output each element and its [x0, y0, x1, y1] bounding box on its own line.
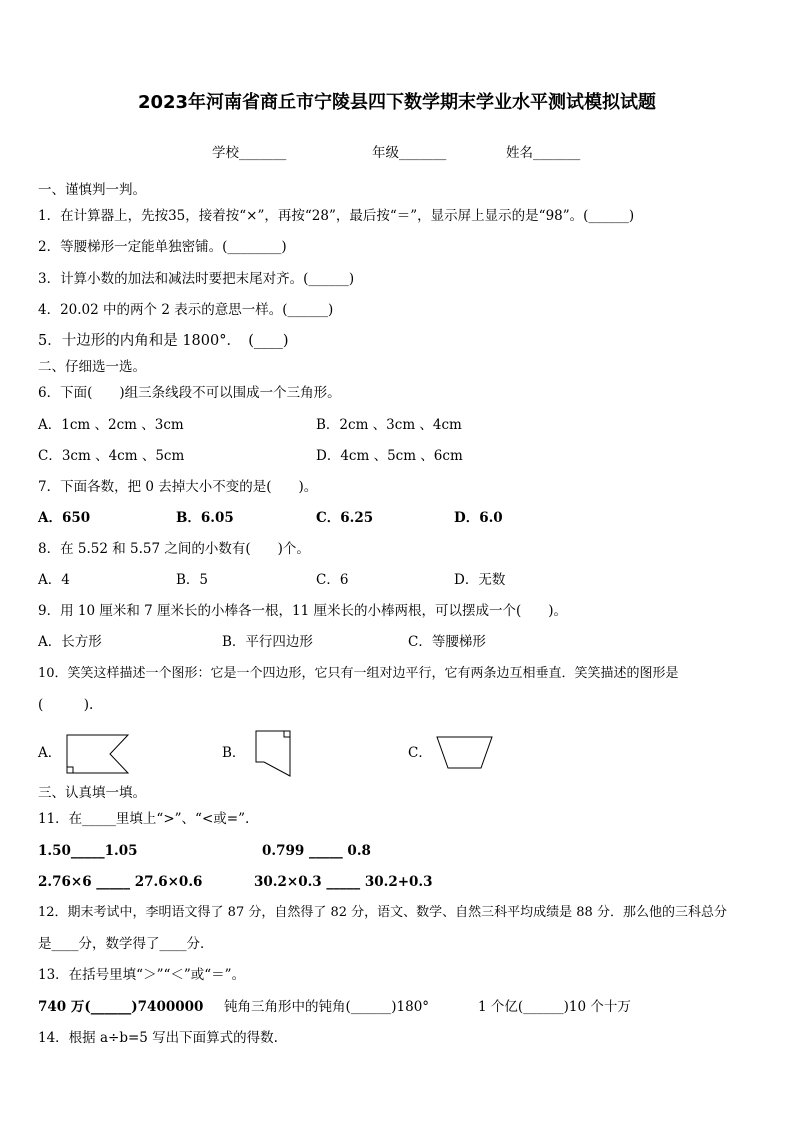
question-10-blank: ( ). — [38, 697, 94, 713]
name-field: 姓名_______ — [506, 145, 581, 161]
right-trapezoid-notched-shape — [64, 732, 132, 776]
school-field: 学校_______ — [212, 145, 287, 161]
q6-option-c: C．3cm 、4cm 、5cm — [38, 448, 185, 464]
section-heading-2: 二、仔细选一选。 — [38, 359, 146, 375]
page-title: 2023年河南省商丘市宁陵县四下数学期末学业水平测试模拟试题 — [137, 92, 657, 113]
q8-option-b: B．5 — [176, 572, 209, 588]
q10-option-b-label: B． — [222, 745, 246, 761]
q13-item-2: 钝角三角形中的钝角(______)180° — [224, 999, 430, 1015]
question-12: 12．期末考试中，李明语文得了 87 分，自然得了 82 分，语文、数学、自然三科平均成绩是 88 分．那么他的三科总分 — [38, 905, 727, 920]
question-9: 9．用 10 厘米和 7 厘米长的小棒各一根，11 厘米长的小棒两根，可以摆成一个( )。 — [38, 603, 568, 619]
section-heading-3: 三、认真填一填。 — [38, 785, 146, 801]
q11-item-2: 0.799 _____ 0.8 — [262, 843, 371, 859]
question-6: 6．下面( )组三条线段不可以围成一个三角形。 — [38, 385, 341, 401]
question-5: 5．十边形的内角和是 1800°． (____) — [38, 333, 289, 349]
q7-option-c: C．6.25 — [316, 510, 374, 526]
question-4: 4．20.02 中的两个 2 表示的意思一样。(______) — [38, 302, 334, 318]
q13-item-1: 740 万(______)7400000 — [38, 999, 204, 1015]
question-8: 8．在 5.52 和 5.57 之间的小数有( )个。 — [38, 541, 310, 557]
q9-option-b: B．平行四边形 — [222, 634, 313, 650]
question-14: 14．根据 a÷b=5 写出下面算式的得数. — [38, 1030, 278, 1046]
q10-option-a-label: A． — [38, 745, 62, 761]
grade-field: 年级_______ — [372, 145, 447, 161]
q10-option-c-label: C． — [408, 745, 432, 761]
q8-option-c: C．6 — [316, 572, 349, 588]
q7-option-d: D．6.0 — [454, 510, 503, 526]
q11-item-3: 2.76×6 _____ 27.6×0.6 — [38, 874, 203, 890]
q11-item-1: 1.50_____1.05 — [38, 843, 138, 859]
q7-option-a: A．650 — [38, 510, 91, 526]
q13-item-3: 1 个亿(______)10 个十万 — [478, 999, 631, 1015]
q9-option-c: C．等腰梯形 — [408, 634, 486, 650]
isosceles-trapezoid-shape — [434, 734, 496, 772]
q7-option-b: B．6.05 — [176, 510, 234, 526]
section-heading-1: 一、谨慎判一判。 — [38, 182, 146, 198]
question-10: 10．笑笑这样描述一个图形：它是一个四边形，它只有一组对边平行，它有两条边互相垂直．笑笑描述的图形是 — [38, 666, 679, 681]
q6-option-d: D．4cm 、5cm 、6cm — [316, 448, 463, 464]
question-3: 3．计算小数的加法和减法时要把末尾对齐。(______) — [38, 271, 355, 287]
question-1: 1．在计算器上，先按35，接着按“×”，再按“28”，最后按“＝”，显示屏上显示的是“98”。(______) — [38, 208, 635, 224]
q8-option-d: D．无数 — [454, 572, 506, 588]
question-11: 11．在_____里填上“>”、“<或=”. — [38, 811, 250, 827]
question-13: 13．在括号里填“＞”“＜”或“＝”。 — [38, 967, 246, 983]
question-7: 7．下面各数，把 0 去掉大小不变的是( )。 — [38, 479, 318, 495]
question-12-continued: 是____分，数学得了____分． — [38, 936, 214, 952]
q6-option-a: A．1cm 、2cm 、3cm — [38, 417, 184, 433]
q11-item-4: 30.2×0.3 _____ 30.2+0.3 — [254, 874, 433, 890]
right-angle-quadrilateral-shape — [252, 728, 294, 780]
question-2: 2．等腰梯形一定能单独密铺。(________) — [38, 239, 287, 255]
q9-option-a: A．长方形 — [38, 634, 102, 650]
q6-option-b: B．2cm 、3cm 、4cm — [316, 417, 462, 433]
q8-option-a: A．4 — [38, 572, 70, 588]
